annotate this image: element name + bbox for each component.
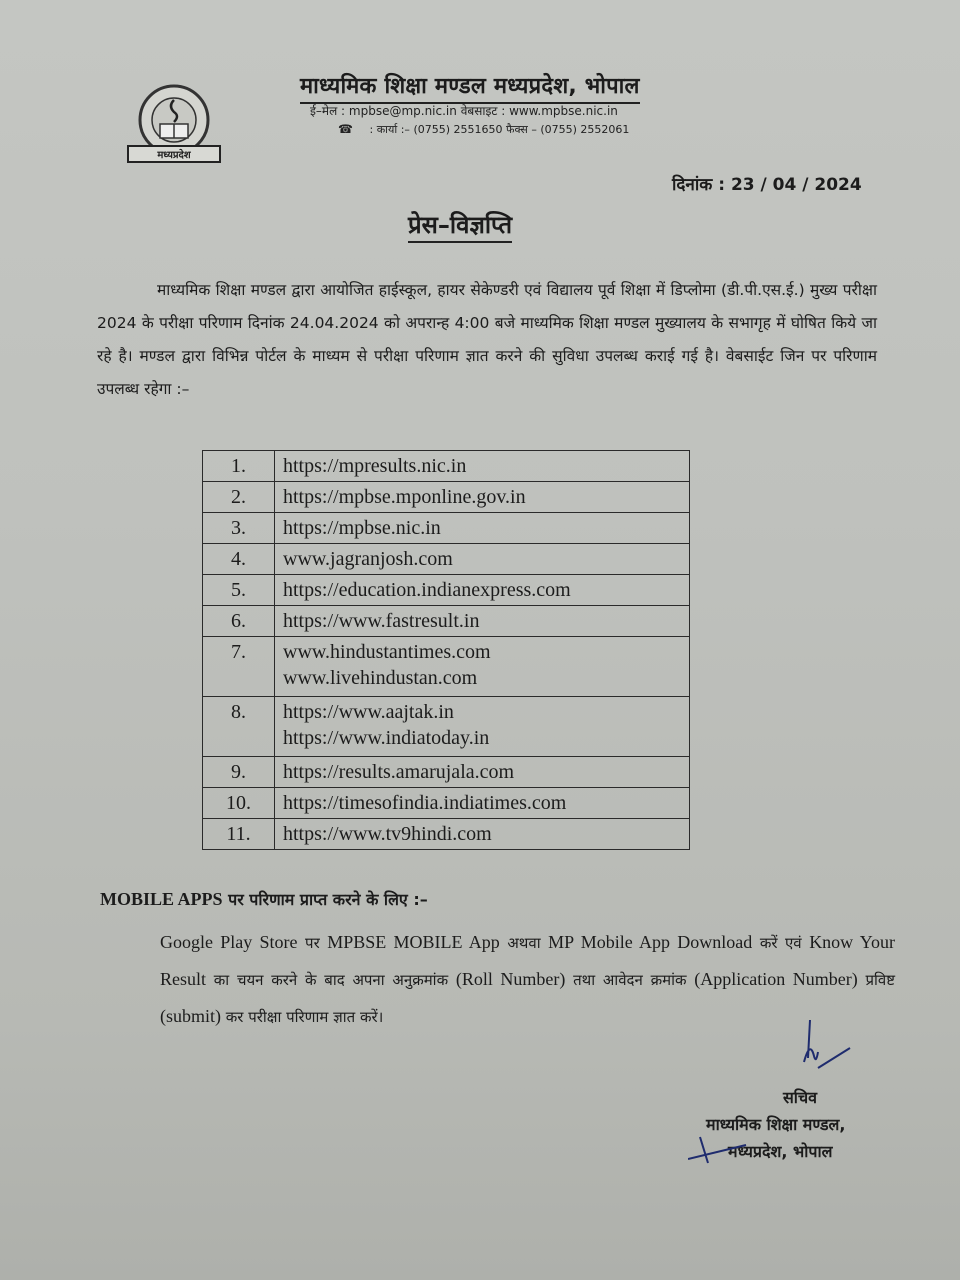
website-cell bbox=[275, 697, 690, 757]
email-label: ई–मेल : bbox=[310, 104, 346, 118]
instruction-segment: MPBSE MOBILE App bbox=[327, 932, 500, 952]
mpbse-emblem-logo bbox=[124, 82, 224, 166]
website-url-link[interactable]: https://www.tv9hindi.com bbox=[283, 823, 492, 845]
mobile-apps-instructions bbox=[160, 924, 895, 1035]
instruction-segment: कर परीक्षा परिणाम ज्ञात करें। bbox=[221, 1008, 384, 1026]
serial-number: 7. bbox=[203, 637, 275, 697]
date-label: दिनांक : bbox=[672, 175, 726, 195]
table-row bbox=[203, 819, 690, 850]
serial-number: 6. bbox=[203, 606, 275, 637]
document-date bbox=[672, 172, 862, 195]
website-url-link[interactable]: www.hindustantimes.com bbox=[283, 641, 491, 663]
instruction-segment: का चयन करने के बाद अपना अनुक्रमांक bbox=[206, 971, 456, 989]
table-row bbox=[203, 757, 690, 788]
website-link[interactable]: www.mpbse.nic.in bbox=[509, 104, 618, 118]
instruction-segment: तथा आवेदन क्रमांक bbox=[565, 971, 695, 989]
mobile-apps-heading-hindi: पर परिणाम प्राप्त करने के लिए :– bbox=[222, 890, 428, 909]
instruction-segment: पर bbox=[297, 934, 328, 952]
table-row bbox=[203, 451, 690, 482]
table-row bbox=[203, 482, 690, 513]
instruction-segment: करें एवं bbox=[752, 934, 810, 952]
contact-phone-line bbox=[338, 122, 629, 137]
table-row bbox=[203, 575, 690, 606]
website-url-link[interactable]: www.livehindustan.com bbox=[283, 667, 478, 689]
website-url-link[interactable]: https://timesofindia.indiatimes.com bbox=[283, 792, 567, 814]
contact-email-line bbox=[310, 102, 618, 119]
instruction-segment: अथवा bbox=[499, 934, 549, 952]
signatory-org-line1: माध्यमिक शिक्षा मण्डल, bbox=[706, 1115, 846, 1134]
instruction-segment: MP Mobile App Download bbox=[548, 932, 753, 952]
serial-number: 4. bbox=[203, 544, 275, 575]
fax-label: फैक्स – bbox=[506, 123, 537, 136]
signatory-org-line2: मध्यप्रदेश, भोपाल bbox=[728, 1142, 833, 1161]
website-cell bbox=[275, 513, 690, 544]
signature-scribble bbox=[790, 1018, 860, 1078]
website-cell bbox=[275, 819, 690, 850]
website-cell bbox=[275, 451, 690, 482]
website-url-link[interactable]: https://results.amarujala.com bbox=[283, 761, 515, 783]
serial-number: 11. bbox=[203, 819, 275, 850]
serial-number: 3. bbox=[203, 513, 275, 544]
mobile-apps-heading bbox=[100, 888, 428, 910]
announcement-paragraph: माध्यमिक शिक्षा मण्डल द्वारा आयोजित हाईस्कूल, हायर सेकेण्डरी एवं विद्यालय पूर्व शिक्षा में डिप्लोमा (डी.पी.एस.ई.) मुख्य परीक्षा 2024 के परीक्षा परिणाम दिनांक 24.04.2024 को अपरान्ह 4:00 बजे माध्यमिक शिक्षा मण्डल मुख्यालय के सभागृह में घोषित किये जा रहे है। मण्डल द्वारा विभिन्न पोर्टल के माध्यम से परीक्षा परिणाम ज्ञात करने की सुविधा उपलब्ध कराई गई है। वेबसाईट जिन पर परिणाम उपलब्ध रहेगा :– bbox=[97, 281, 877, 398]
signatory-designation: सचिव bbox=[782, 1088, 818, 1107]
website-cell bbox=[275, 544, 690, 575]
website-url-link[interactable]: https://mpbse.mponline.gov.in bbox=[283, 486, 526, 508]
serial-number: 1. bbox=[203, 451, 275, 482]
serial-number: 10. bbox=[203, 788, 275, 819]
organization-title: माध्यमिक शिक्षा मण्डल मध्यप्रदेश, भोपाल bbox=[300, 70, 640, 104]
telephone-icon: ☎ bbox=[338, 122, 353, 136]
website-label: वेबसाइट : bbox=[460, 104, 506, 118]
table-row bbox=[203, 544, 690, 575]
website-cell bbox=[275, 757, 690, 788]
table-row bbox=[203, 513, 690, 544]
website-url-link[interactable]: https://mpresults.nic.in bbox=[283, 455, 467, 477]
website-cell bbox=[275, 788, 690, 819]
serial-number: 2. bbox=[203, 482, 275, 513]
website-url-link[interactable]: www.jagranjosh.com bbox=[283, 548, 453, 570]
date-value: 23 / 04 / 2024 bbox=[730, 175, 862, 195]
website-cell bbox=[275, 482, 690, 513]
initial-scribble bbox=[688, 1135, 748, 1165]
table-row bbox=[203, 697, 690, 757]
office-phone: (0755) 2551650 bbox=[413, 123, 503, 136]
website-url-link[interactable]: https://education.indianexpress.com bbox=[283, 579, 571, 601]
results-websites-table bbox=[202, 450, 690, 850]
website-url-link[interactable]: https://mpbse.nic.in bbox=[283, 517, 441, 539]
email-address[interactable]: mpbse@mp.nic.in bbox=[348, 104, 457, 118]
website-url-link[interactable]: https://www.fastresult.in bbox=[283, 610, 480, 632]
website-url-link[interactable]: https://www.aajtak.in bbox=[283, 701, 454, 723]
instruction-segment: (submit) bbox=[160, 1006, 221, 1026]
website-url-link[interactable]: https://www.indiatoday.in bbox=[283, 727, 490, 749]
instruction-segment: प्रविष्ट bbox=[857, 971, 896, 989]
instruction-segment: Know Your Result bbox=[160, 932, 895, 989]
table-row bbox=[203, 606, 690, 637]
page-title: प्रेस–विज्ञप्ति bbox=[408, 208, 512, 243]
mobile-apps-heading-latin: MOBILE APPS bbox=[100, 889, 223, 909]
logo-bottom-text: मध्यप्रदेश bbox=[157, 150, 191, 161]
office-label: : कार्या :– bbox=[369, 123, 410, 136]
instruction-segment: (Roll Number) bbox=[455, 969, 566, 989]
website-cell bbox=[275, 575, 690, 606]
website-cell bbox=[275, 606, 690, 637]
table-row bbox=[203, 788, 690, 819]
instruction-segment: (Application Number) bbox=[694, 969, 858, 989]
instruction-segment: Google Play Store bbox=[160, 932, 298, 952]
serial-number: 5. bbox=[203, 575, 275, 606]
table-row bbox=[203, 637, 690, 697]
website-cell bbox=[275, 637, 690, 697]
serial-number: 8. bbox=[203, 697, 275, 757]
fax-number: (0755) 2552061 bbox=[540, 123, 630, 136]
serial-number: 9. bbox=[203, 757, 275, 788]
